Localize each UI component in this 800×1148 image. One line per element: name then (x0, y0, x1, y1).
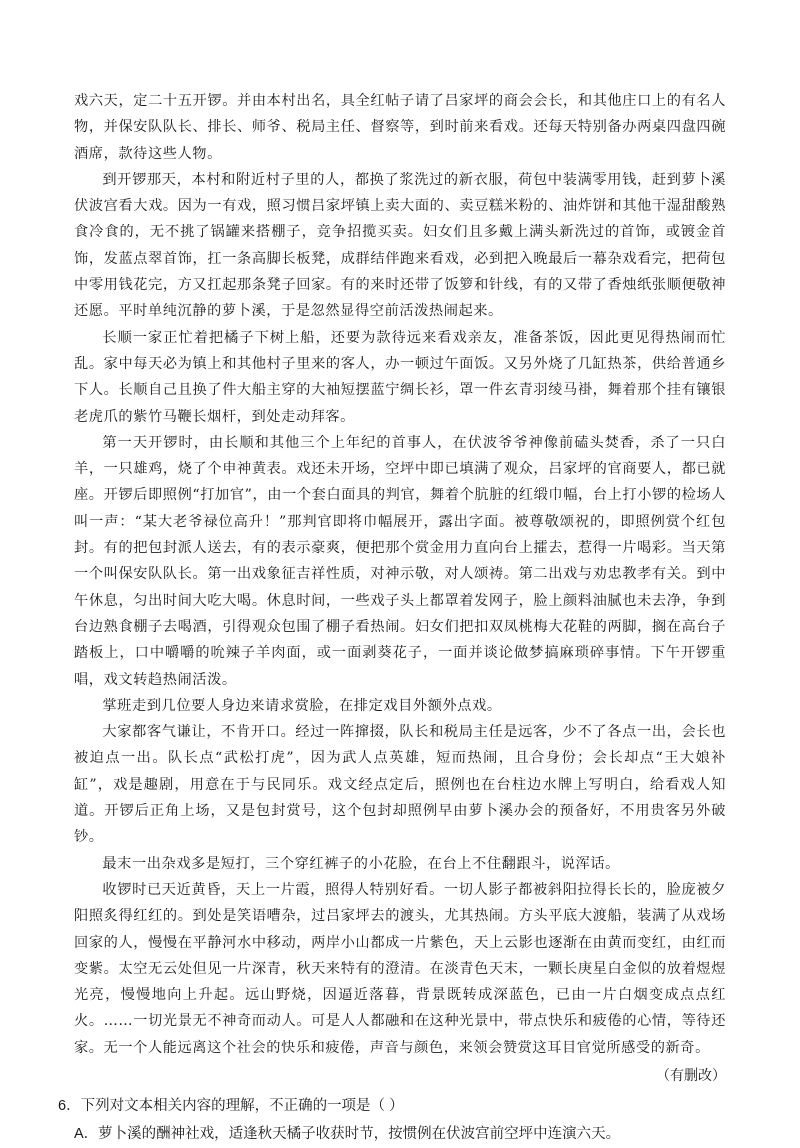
paragraph-1: 戏六天，定二十五开锣。并由本村出名，具全红帖子请了吕家坪的商会会长，和其他庄口上的有名人物，并保安队队长、排长、师爷、税局主任、督察等，到时前来看戏。还每天特别备办两桌四盘四碗酒席，款待这些人物。 (74, 93, 726, 162)
source-note: （有删改） (656, 1067, 726, 1084)
paragraph-4: 第一天开锣时，由长顺和其他三个上年纪的首事人，在伏波爷爷神像前磕头焚香，杀了一只白羊，一只雄鸡，烧了个申神黄表。戏还未开场，空坪中即已填满了观众，吕家坪的官商要人，都已就座。开锣后即照例“打加官”，由一个套白面具的判官，舞着个肮脏的红缎巾幅，台上打小锣的检场人叫一声：“某大老爷禄位高升！”那判官即将巾幅展开，露出字面。被尊敬颂祝的，即照例赏个红包封。有的把包封派人送去，有的表示豪爽，便把那个赏金用力直向台上攉去，惹得一片喝彩。当天第一个叫保安队队长。第一出戏象征吉祥性质，对神示敬，对人颂祷。第二出戏与劝忠教孝有关。到中午休息，匀出时间大吃大喝。休息时间，一些戏子头上都罩着发网子，脸上颜料油腻也未去净，争到台边熟食棚子去喝酒，引得观众包围了棚子看热闹。妇女们把扣双凤桃梅大花鞋的两脚，搁在高台子踏板上，口中嚼嚼的吮辣子羊肉面，或一面剥葵花子，一面并谈论做梦搞麻琐碎事情。下午开锣重唱，戏文转趋热闹活泼。 (74, 434, 726, 688)
option-a: A．萝卜溪的酬神社戏，适逢秋天橘子收获时节，按惯例在伏波宫前空坪中连演六天。 (74, 1125, 621, 1142)
paragraph-2: 到开锣那天，本村和附近村子里的人，都换了浆洗过的新衣服，荷包中装满零用钱，赶到萝卜溪伏波宫看大戏。因为一有戏，照习惯吕家坪镇上卖大面的、卖豆糕米粉的、油炸饼和其他干湿甜酸熟食冷食的，无不挑了锅罐来搭棚子，竞争招揽买卖。妇女们且多戴上满头新洗过的首饰，或镀金首饰，发蓝点翠首饰，扛一条高脚长板凳，成群结伴跑来看戏，必到把入晚最后一幕杂戏看完，把荷包中零用钱花完，方又扛起那条凳子回家。有的来时还带了饭箩和针线，有的又带了香烛纸张顺便敬神还愿。平时单纯沉静的萝卜溪，于是忽然显得空前活泼热闹起来。 (74, 171, 726, 320)
question-stem: 6．下列对文本相关内容的理解，不正确的一项是（ ） (58, 1097, 404, 1114)
paragraph-8: 收锣时已天近黄昏，天上一片霞，照得人特别好看。一切人影子都被斜阳拉得长长的，脸庞被夕阳照炙得红红的。到处是笑语嘈杂，过吕家坪去的渡头，尤其热闹。方头平底大渡船，装满了从戏场回家的人，慢慢在平静河水中移动，两岸小山都成一片紫色，天上云影也逐渐在由黄而变红，由红而变紫。太空无云处但见一片深青，秋天来特有的澄清。在淡青色天末，一颗长庚星白金似的放着煜煜光亮，慢慢地向上升起。远山野烧，因逼近落暮，背景既转成深蓝色，已由一片白烟变成点点红火。……一切光景无不神奇而动人。可是人人都融和在这种光景中，带点快乐和疲倦的心情，等待还家。无一个人能远离这个社会的快乐和疲倦，声音与颜色，来领会赞赏这耳目官觉所感受的新奇。 (74, 881, 726, 1056)
document-page (58, 88, 726, 1148)
paragraph-5: 掌班走到几位要人身边来请求赏脸，在排定戏目外额外点戏。 (102, 697, 502, 714)
paragraph-7: 最末一出杂戏多是短打，三个穿红裤子的小花脸，在台上不住翻跟斗，说浑话。 (102, 855, 620, 872)
paragraph-6: 大家都客气谦让，不肯开口。经过一阵撺掇，队长和税局主任是远客，少不了各点一出，会长也被迫点一出。队长点“武松打虎”，因为武人点英雄，短而热闹，且合身份；会长却点“王大娘补缸”，戏是趣剧，用意在于与民同乐。戏文经点定后，照例也在台柱边水牌上写明白，给看戏人知道。开锣后正角上场，又是包封赏号，这个包封却照例早由萝卜溪办会的预备好，不用贵客另外破钞。 (74, 724, 726, 846)
paragraph-3: 长顺一家正忙着把橘子下树上船，还要为款待远来看戏亲友，准备茶饭，因此更见得热闹而忙乱。家中每天必为镇上和其他村子里来的客人，办一顿过午面饭。又另外烧了几缸热茶，供给普通乡下人。长顺自己且换了件大船主穿的大袖短摆蓝宁绸长衫，罩一件玄青羽绫马褂，舞着那个挂有镶银老虎爪的紫竹马鞭长烟杆，到处走动拜客。 (74, 329, 726, 425)
